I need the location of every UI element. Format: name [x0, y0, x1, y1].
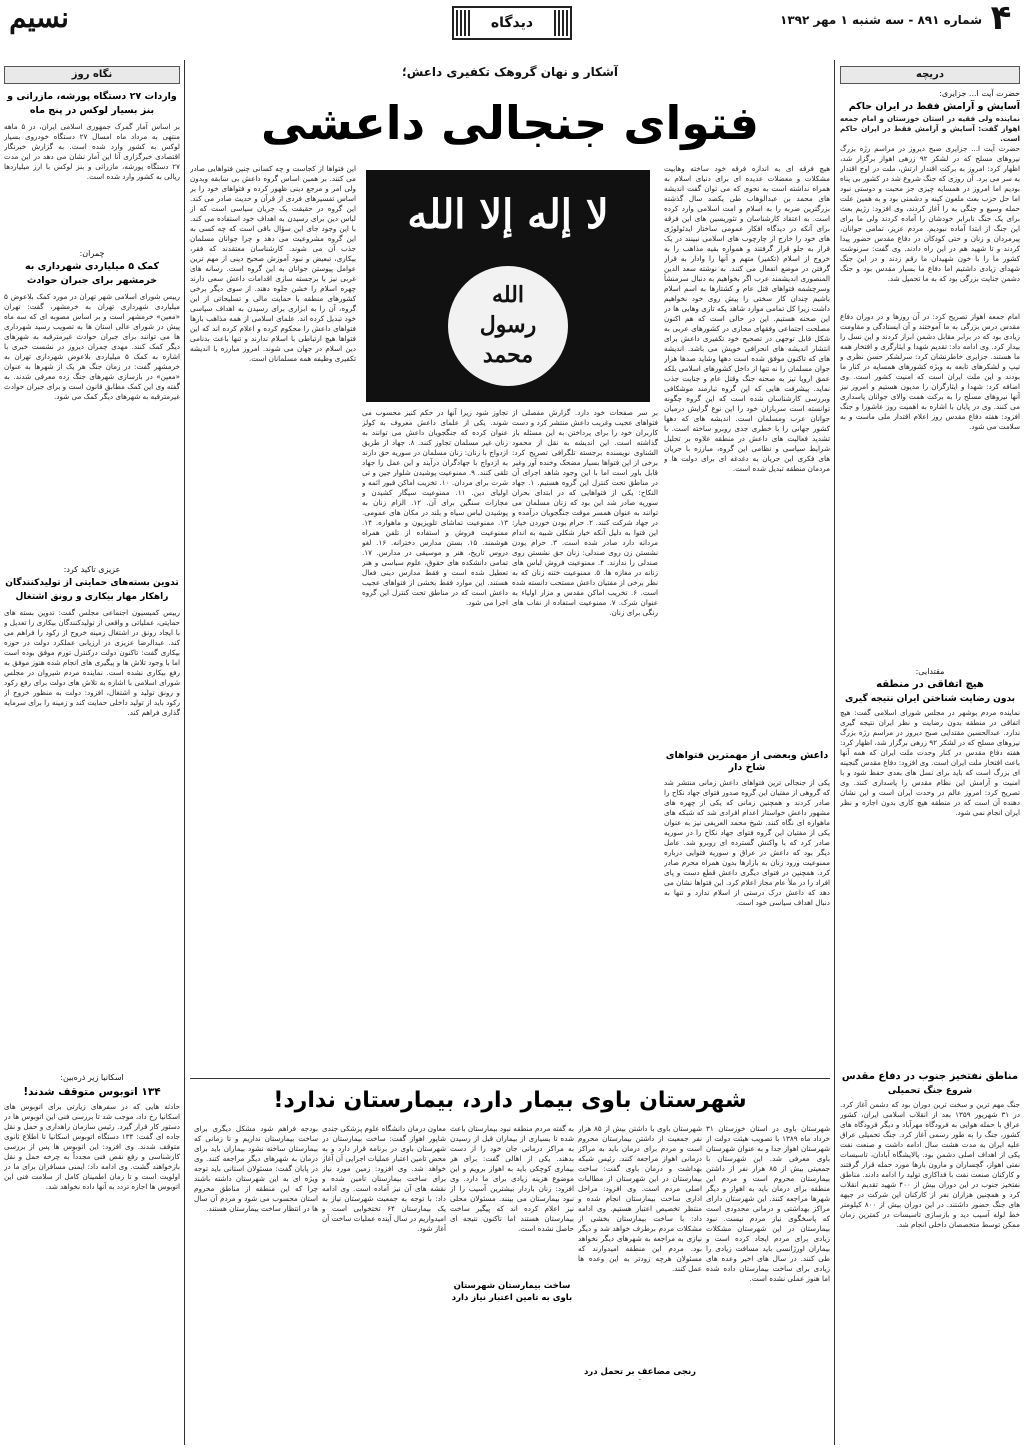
story1-title: واردات ۲۷ دستگاه پورشه، مازراتی و بنز بسیار لوکس در پنج ماه [7, 91, 177, 116]
masthead [0, 0, 1024, 50]
section-banner [452, 6, 572, 40]
item1-body: حضرت آیت ا... جزایری صبح دیروز در مراسم رژه بزرگ نیروهای مسلح که در لشکر ۹۲ زرهی اهواز برگزار شد، اظهار کرد: امروز به برکت اقتدار ارتش، ملت در اوج اقتدار به سر می برد. آن روزی که جنگ شروع شد در کشور بی پناه بودیم اما امروز در همسایه چیزی جز محبت و دوستی نبود اما حل حزب بعث ملعون کینه و دشمنی بود و به همین علت حمله وسیع و جنگی به را آغاز کردند، وی افزود: رژیم بعث برای یک جنگ نابرابر خودشان را آماده کردند ولی ما برای این جنگ از ابتدا آماده نبودیم. مردم عزیز، تمامی جوانان، پیرمردان و زنان و حتی کودکان در دفاع مقدس حضور پیدا کردند و تا شهید هم در این راه دادند. وی گفت: سرنوشت کشور ما را با خون شهیدان ما رقم زدند و در این جنگ شهدای زیادی داشتیم اما دفاع ما بسیار مقدس بود و جنگ دشمن جنایت بزرگی بود که به ما تحمیل شد. [840, 144, 1020, 283]
story2-body: رییس شورای اسلامی شهر تهران در مورد کمک بلاعوض ۵ میلیاردی شهرداری تهران به خرمشهر، گفت: تهران «معین» خرمشهر است و بر اساس مصوبه ای که سه ماه پیش در شورای عالی استان ها به تصویب رسید شهرداری ها می توانند برای جبران حوادث غیرمترقبه به شهرهای دیگر کمک کنند. مهدی چمران دیروز در نشست خبری با اشاره به کمک ۵ میلیاردی بلاعوض شهرداری تهران به خرمشهر گفت: در زمان جنگ هر یک از شهرها به عنوان «معین» در بازسازی شهرهای جنگ زده معرفی شدند. به گفته وی این کمک مطابق قانون است و برای جبران حوادث غیرمترقبه به شهرهای دیگر کمک می شود. [4, 292, 180, 401]
story3-title: تدوین بسته‌های حمایتی از تولیدکنندگان راهکار مهار بیکاری و رونق اشتغال [5, 578, 179, 602]
seal-line-1: الله [492, 282, 524, 308]
main-col-b: بر سر صفحات خود دارد. گزارش مفصلی از فتواهای عجیب وغریب داعش منتشر کرد و دست کاربران خود را برای پرداختن به این مسئله باز گذاشته است. این اندیشه به نقل از محمود الشناوی نویسنده برجسته تلگرافی تصریح کرد: برخی از این فتواها بسیار مضحک وخنده آور وغیر قابل باور است اما با این وجود شاهد اجرای آن در مناطق تحت کنترل این گروه هستیم. ۱. جهاد النکاح: یکی از فتواهایی که در ابتدای بحران سوریه صادر شد این بود که زنان مسلمان می توانند به عنوان همسر موقت جنگجویان درآمده و در جهاد شرکت کنند. ۲. حرام بودن خوردن خیار: این فتوا به دلیل آنکه خیار شکلی شبیه به اندام مردانه دارد صادر شده است. ۳. حرام بودن نشستن زن روی صندلی: زنان حق نشستن روی صندلی را ندارند. ۴. ممنوعیت فروش لباس های زنانه در مغازه ها. ۵. ممنوعیت ختنه زنان که به نظر برخی از مفتیان داعش مستحب دانسته شده است. ۶. تخریب اماکن مقدس و مزار اولیاء به عنوان شرک. ۷. ممنوعیت استفاده از نقاب های رنگی برای زنان. [512, 408, 658, 617]
right-column-divider [834, 60, 835, 1445]
story3-kicker: عزیزی تاکید کرد: [63, 565, 121, 574]
seal-line-3: محمد [482, 342, 534, 368]
story2-title: کمک ۵ میلیاردی شهرداری به خرمشهر برای جبران حوادث [25, 261, 159, 286]
newspaper-logo: نسیم [9, 1, 69, 34]
bottom-col-3: به گفته مردم منطقه نبود بیمارستان باعث شده تا بسیاری از بیماران قبل از رسیدن به مراکز درمانی جان خود را از دست بدهند. یکی از اهالی گفت: برای هر بیماری کوچکی باید به اهواز برویم و این موضوع هزینه زیادی برای ما دارد. وی افزود: زنان باردار بیشترین آسیب را از نبود بیمارستان می بینند. مسئولان محلی نیز اعلام کرده اند که پیگیر ساخت بیمارستان هستند اما تاکنون نتیجه ای حاصل نشده است. [450, 1124, 574, 1233]
main-article [190, 60, 830, 1075]
section-banner-pattern-right [554, 10, 568, 36]
main-headline: فتوای جنجالی داعشی [260, 96, 759, 150]
seal-line-2: رسول [479, 312, 537, 338]
story4-kicker: اسکانیا زیر ذره‌بین: [60, 1073, 124, 1082]
item3-title: مناطق نفتخیز جنوب در دفاع مقدس [841, 1071, 1019, 1082]
issue-line: شماره ۸۹۱ - سه شنبه ۱ مهر ۱۳۹۲ [780, 13, 982, 27]
story4-body: حادثه هایی که در سفرهای زیارتی برای اتوبوس های اسکانیا رخ داد، موجب شد تا بررسی فنی این اتوبوس ها در دستور کار قرار گیرد. رئیس سازمان راهداری و حمل و نقل جاده ای گفت: ۱۳۴ دستگاه اتوبوس اسکانیا تا اطلاع ثانوی متوقف شدند. وی افزود: این اتوبوس ها پس از بررسی کارشناسی و رفع نقص فنی مجدداً به چرخه حمل و نقل بازخواهند گشت. وی ادامه داد: ایمنی مسافران برای ما در اولویت است و تا زمان اطمینان کامل از سلامت فنی این اتوبوس ها اجازه تردد به آنها داده نخواهد شد. [4, 1102, 180, 1191]
item1-tail: امام جمعه اهواز تصریح کرد: در آن روزها و در دوران دفاع مقدس درس بزرگی به ما آموختند و آن ایستادگی و مقاومت زیادی بود که در برابر مقابل دشمن ابراز کردند و این نسل را بیدار کرد. وی ادامه داد: تقدیم شهدا و ایثارگری و افتخار همه ما هستند. جزایری خاطرنشان کرد: سرلشکر حسن نظری و تیپ و لشکرهای تابعه به ویژه کشورهای همسایه در کنار ما بودند و این ملت ایران است که امنیت کشور است. وی اضافه کرد: شهدا و ایثارگران را مدیون هستیم و امروز نیز آنها نیروهای مسلح را به برکت همت والای جوانان پاسداری می کنند. وی در پایان با اشاره به اهمیت روز عاشورا و جنگ افزود: هفته دفاع مقدس روز اعلام اقتدار ملی ماست و به سلامت می شود. [840, 312, 1020, 431]
story3-body: رییس کمیسیون اجتماعی مجلس گفت: تدوین بسته های حمایتی، عملیاتی و واقعی از تولیدکنندگان بیکاری را تعدیل و با ایجاد رونق در اشتغال زمینه خروج از رکود را فراهم می کند. عبدالرضا عزیزی در ارزیابی عملکرد دولت در حوزه بیکاری گفت: تاکنون دولت درکنترل تورم موفق بوده است اما با وجود تلاش ها و پیگیری های انجام شده هنوز موفق به رفع بیکاری نشده است. نماینده مردم شیروان در مجلس شورای اسلامی با اشاره به تلاش های دولت برای رفع رکود و رونق تولید و اشتغال، افزود: دولت به منظور خروج از رکود باید از تولید داخلی حمایت کند و زمینه را برای سرمایه گذاری فراهم کند. [4, 608, 180, 717]
left-column-divider [184, 60, 185, 1445]
right-column [840, 66, 1020, 1446]
bottom-col-4: معاون درمان دانشگاه علوم پزشکی جندی شاپور اهواز گفت: ساخت بیمارستان در شهرستان باوی در برنامه قرار دارد و به محض تامین اعتبار عملیات اجرایی آن آغاز خواهد شد. وی افزود: زمین مورد نیاز برای ساخت بیمارستان تامین شده و نقشه های آن نیز آماده است. وی ادامه داد: با توجه به جمعیت شهرستان نیاز به یک بیمارستان ۶۴ تختخوابی است و امیدواریم در سال آینده عملیات ساخت آن آغاز شود. [322, 1124, 446, 1233]
story2-kicker: چمران: [79, 249, 105, 258]
bottom-headline: شهرستان باوی بیمار دارد، بیمارستان ندارد! [273, 1088, 747, 1113]
main-col-a: هیچ فرقه ای به اندازه فرقه خود ساخته وهابیت مشکلات و معضلات عدیده ای برای دنیای اسلام به همراه نداشته است به نحوی که می توان گفت اندیشه های محمد بن عبدالوهاب طی یکصد سال گذشته بزرگترین ضربه را به اسلام و امت اسلامی وارد کرده است. به اعتقاد کارشناسان و تئوریسین های این فرقه برای آنکه در دیدگاه افکار عمومی ساختار ایدئولوژی های خود را خارج از چارچوب های اسلامی نبینند در یک قرار به جلو قرار گرفتند و همواره بقیه مذاهب را به خروج از اسلام (تکفیر) متهم و آنها را وادار به قرار گرفتن در موضع انفعال می کنند. به نوشته سعد الدین المنصوری اندیشمند عرب اگر بخواهیم به دنبال سرمنشأ وسرچشمه فتواهای قتل عام و کشتارها به اسم اسلام باشیم چندان کار سختی را پیش روی خود نخواهیم داشت زیرا کل تمامی موارد شاهد یکه تازی وهابی ها در این صحنه هستیم. این در حالی است که هم اکنون مصلحت اجتماعی وفقهای مجازی در کشورهای عربی به شکل قابل توجهی در تصحیح خود تکفیری داعش برای انتشار اندیشه های انحرافی خویش می باشد. اندیشه های که تاکنون موفق شده است دهها وشاید صدها هزار جوان مسلمان را نه تنها از داخل کشورهای اسلامی بلکه عمق اروپا نیز به صحنه جنگ وقتل عام و جنایت جذب نماید. پیشرفت هایی که این گروه تبارمند موشکافی وبررسی کارشناسان شده است که این گروه چگونه توانسته است سربازان خود را این نوع گرایش درمیان جوانان عرب ومسلمان است. اندیشه های که دهها کشور جهانی را با خطری جدی روبرو ساخته است. با تشدید فعالیت های داعش در منطقه علاوه بر تحلیل شرایط سیاسی و نظامی این گروه، مبارزه با جریان های فکری این جریان به دغدغه ای برای دولت ها و مردمان منطقه تبدیل شده است. [664, 164, 830, 473]
bottom-col-1: شهرستان باوی در استان خوزستان ۳۱ خرداد ماه ۱۳۸۹ با تصویب هیئت دولت از شهرستان اهواز جدا و به عنوان شهرستان باوی معرفی شد. این شهرستان با جمعیتی بیش از ۸۵ هزار نفر از داشتن بیمارستان محروم است و مردم این منطقه برای درمان باید به اهواز و دیگر شهرها مراجعه کنند. این شهرستان دارای مراکز بهداشتی و درمانی محدودی است که پاسخگوی نیاز مردم نیست. نبود بیمارستان در این شهرستان مشکلات زیادی برای مردم ایجاد کرده است و بیماران اورژانسی باید مسافت زیادی را طی کنند. در سال های اخیر وعده های زیادی برای ساخت بیمارستان داده شده اما هنوز عملی نشده است. [706, 1124, 830, 1283]
item2-title: هیچ اتفاقی در منطقه [876, 679, 984, 690]
left-column [4, 66, 180, 1446]
item1-title: آسایش و آرامش فقط در ایران حاکم [848, 101, 1020, 112]
item1-lead: نماینده ولی فقیه در استان خوزستان و امام جمعه اهواز گفت: آسایش و آرامش فقط در ایران حاکم است. [840, 114, 1020, 143]
bottom-col-5: بودجه فراهم شود مشکل دیگری برای ساخت بیمارستان نداریم و تا زمانی که بیمارستان ساخته نشود بیماران باید برای درمان به شهرهای دیگر مراجعه کنند. وی در پایان گفت: مسئولان استانی باید توجه ویژه ای به این شهرستان داشته باشند چرا که این منطقه از مناطق محروم استان محسوب می شود و مردم آن سال ها در انتظار ساخت بیمارستان هستند. [194, 1124, 318, 1213]
right-column-heading: دریچه [840, 66, 1020, 84]
story4-title: ۱۳۴ اتوبوس متوقف شدند! [23, 1086, 161, 1098]
main-article-bottom-rule [190, 1078, 830, 1079]
page-number: ۴ [990, 0, 1012, 38]
story1-body: بر اساس آمار گمرک جمهوری اسلامی ایران، در ۵ ماهه منتهی به مرداد ماه امسال ۲۷ دستگاه خودروی بسیار لوکس به کشور وارد شده است. به گزارش خبرنگار اقتصادی خبرگزاری آنا این آمار نشان می دهد در این مدت ۲۷ دستگاه پورشه، مازراتی و بنز لوکس با ارز میلیاردها ریالی به کشور وارد شده است. [4, 122, 180, 181]
item3-body: جنگ مهم ترین و سخت ترین دوران بود که دشمن آغاز کرد. در ۳۱ شهریور ۱۳۵۹ بعد از انقلاب اسلامی ایران، کشور عراق با حمله هوایی به فرودگاه مهرآباد و دیگر فرودگاه های کشور، جنگ را به طور رسمی آغاز کرد. جنگ تحمیلی عراق علیه ایران به مدت هشت سال ادامه داشت و صنعت نفت یکی از اهداف اصلی دشمن بود. پالایشگاه آبادان، تاسیسات نفتی اهواز، گچساران و مارون بارها مورد حمله قرار گرفتند و کارکنان صنعت نفت با فداکاری تولید را ادامه دادند. مناطق نفتخیز جنوب در این دوران بیش از ۴۰۰ شهید تقدیم انقلاب کرد و همچنین هزاران نفر از کارکنان این شرکت در جبهه های جنگ حضور داشتند. در این دوران بیش از ۸۰۰ کیلومتر خط لوله آسیب دید و بازسازی تاسیسات در کمترین زمان ممکن توسط متخصصان داخلی انجام شد. [840, 1100, 1020, 1229]
item2-body: نماینده مردم بوشهر در مجلس شورای اسلامی گفت: هیچ اتفاقی در منطقه بدون رضایت و نظر ایران نتیجه گیری ندارد. عبدالحسین مقتدایی صبح دیروز در مراسم رژه بزرگ نیروهای مسلح که در لشکر ۹۲ زرهی برگزار شد، اظهار کرد: هفته دفاع مقدس در کنار وحدت ملت ایران که همه آنها باعث افتخار ملت ایران است. وی افزود: دفاع مقدس گنجینه ای بزرگ است که باید برای نسل های بعدی حفظ شود و با امنیت و آرامش این نظام مقدس را پاسداری کنند. وی تصریح کرد: امروز عالم در وحدت ایران است و این نشان دهنده آن است که در منطقه هیچ کاری بدون اجازه و نظر ایران انجام نمی شود. [840, 708, 1020, 817]
bottom-col-2-subhead: رنجی مضاعف بر تحمل درد [583, 1367, 697, 1377]
item1-byline: حضرت آیت ا... جزایری: [939, 89, 1020, 98]
main-col-d: این فتواها از کجاست و چه کسانی چنین فتواهایی صادر می کنند. بر همین اساس گروه داعش بی سابقه وبدون ولی امر و مرجع دینی ظهور کرده و فتواهای خود را بر اساس تفسیرهای فردی از قرآن و حدیث صادر می کند. این گروه در حقیقت یک جریان سیاسی است که از لباس دین برای رسیدن به اهداف خود استفاده می کند. با این وجود جای این سؤال باقی است که چه کسی به این گروه مشروعیت می دهد و چرا جوانان مسلمان جذب آن می شوند. کارشناسان معتقدند که فقر، بیکاری، تبعیض و نبود آموزش صحیح دینی از مهم ترین عوامل پیوستن جوانان به این گروه است. رسانه های غربی نیز با برجسته سازی اقدامات داعش سعی دارند چهره اسلام را خشن جلوه دهند. از سوی دیگر برخی کشورهای منطقه با حمایت مالی و تسلیحاتی از این گروه، آن را به ابزاری برای رسیدن به اهداف سیاسی خود تبدیل کرده اند. علمای اسلامی از همه مذاهب بارها فتواهای داعش را محکوم کرده و اعلام کرده اند که این فتواها هیچ ارتباطی با اسلام ندارند و تنها باعث بدنامی دین اسلام در جهان می شوند. امروز مبارزه با اندیشه تکفیری وظیفه همه مسلمانان است. [190, 164, 356, 363]
bottom-col-3-subhead: ساخت بیمارستان شهرستان باوی به تامین اعتبار نیاز دارد [451, 1281, 573, 1303]
main-col-a-subhead: داعش وبعضی از مهمترین فتواهای شاخ دار [665, 750, 829, 773]
flag-seal [448, 266, 568, 386]
main-col-c: تجاوز شود زیرا آنها در حکم کنیز محسوب می شوند. یکی از علمای داعش معروف به کولز عنوان کرده که جنگجویان داعش می توانند به زنان غیر مسلمان تجاوز کنند. ۸. جهاد از طریق ازدواج با زنان: زنان مسلمان در سوریه حق دارند به ازدواج با جهادگران درآیند و این عمل را جهاد تلقی کنند. ۹. ممنوعیت پوشیدن شلوار جین و تی شرت برای مردان. ۱۰. تخریب اماکن قبور ائمه و اولیای دین. ۱۱. ممنوعیت سیگار کشیدن و مجازات سنگین برای آن. ۱۲. الزام زنان به پوشیدن لباس سیاه و بلند در مکان های عمومی. ۱۳. ممنوعیت تماشای تلویزیون و ماهواره. ۱۴. ممنوعیت فروش و استفاده از تلفن همراه هوشمند. ۱۵. بستن مدارس دخترانه. ۱۶. لغو دروس تاریخ، هنر و موسیقی در مدارس. ۱۷. تمامی دانشکده های حقوق، علوم سیاسی و هنر تعطیل شده است و فقط مدارس دینی فعال هستند. این موارد فقط بخشی از فتواهای عجیب داعش است که در مناطق تحت کنترل این گروه اجرا می شود. [362, 408, 508, 607]
main-kicker: آشکار و نهان گروهک تکفیری داعش؛ [401, 65, 619, 79]
main-col-a2: یکی از جنجالی ترین فتواهای داعش زمانی منتشر شد که گروهی از مفتیان این گروه صدور فتوای جهاد نکاح را صادر کردند و همچنین زمانی که یکی از چهره های مشهور داعش خواستار اعدام افرادی شد که شبکه های ماهواره ای نگاه کنند. شیخ محمد العریفی نیز به عنوان یکی از مفتیان این گروه فتوای جهاد نکاح را در سوریه صادر کرد که با واکنش گسترده ای روبرو شد. عامل دیگر بود که داعش در عراق و سوریه فتوایی درباره ممنوعیت ورود زنان به بازارها بدون همراه محرم صادر کرد. همچنین در فتوای دیگری داعش قطع دست و پای افراد را در ملأ عام مجاز اعلام کرد. این فتواها نشان می دهد که داعش درک درستی از اسلام ندارد و تنها به دنبال اهداف سیاسی خود است. [664, 778, 830, 907]
flag-text: لا إله إلا الله [407, 191, 609, 238]
left-column-heading: نگاه روز [4, 66, 180, 84]
section-title: دیدگاه [490, 15, 534, 31]
isis-flag-image [366, 170, 650, 402]
item2-kicker: مقتدایی: [915, 667, 945, 676]
bottom-article [190, 1082, 830, 1446]
section-banner-pattern-left [456, 10, 470, 36]
item2-subtitle: بدون رضایت شناختن ایران نتیجه گیری [844, 694, 1016, 704]
bottom-col-2: شهرستان باوی با داشتن بیش از ۸۵ هزار نفر جمعیت از داشتن بیمارستان محروم است و مردم برای درمان باید به مراکز درمانی اهواز مراجعه کنند. رئیس شبکه بهداشت و درمان باوی گفت: ساخت بیمارستان در این شهرستان از مطالبات اصلی مردم است. وی افزود: مراحل اداری ساخت بیمارستان انجام شده و منتظر تخصیص اعتبار هستیم. وی ادامه داد: با ساخت بیمارستان بخشی از مشکلات مردم برطرف خواهد شد و دیگر نیازی به مراجعه به شهرهای دیگر نخواهد بود. مردم این منطقه امیدوارند که مسئولان هرچه زودتر به این وعده ها عمل کنند. [578, 1124, 702, 1273]
item3-subtitle: شروع جنگ تحمیلی [887, 1086, 973, 1096]
